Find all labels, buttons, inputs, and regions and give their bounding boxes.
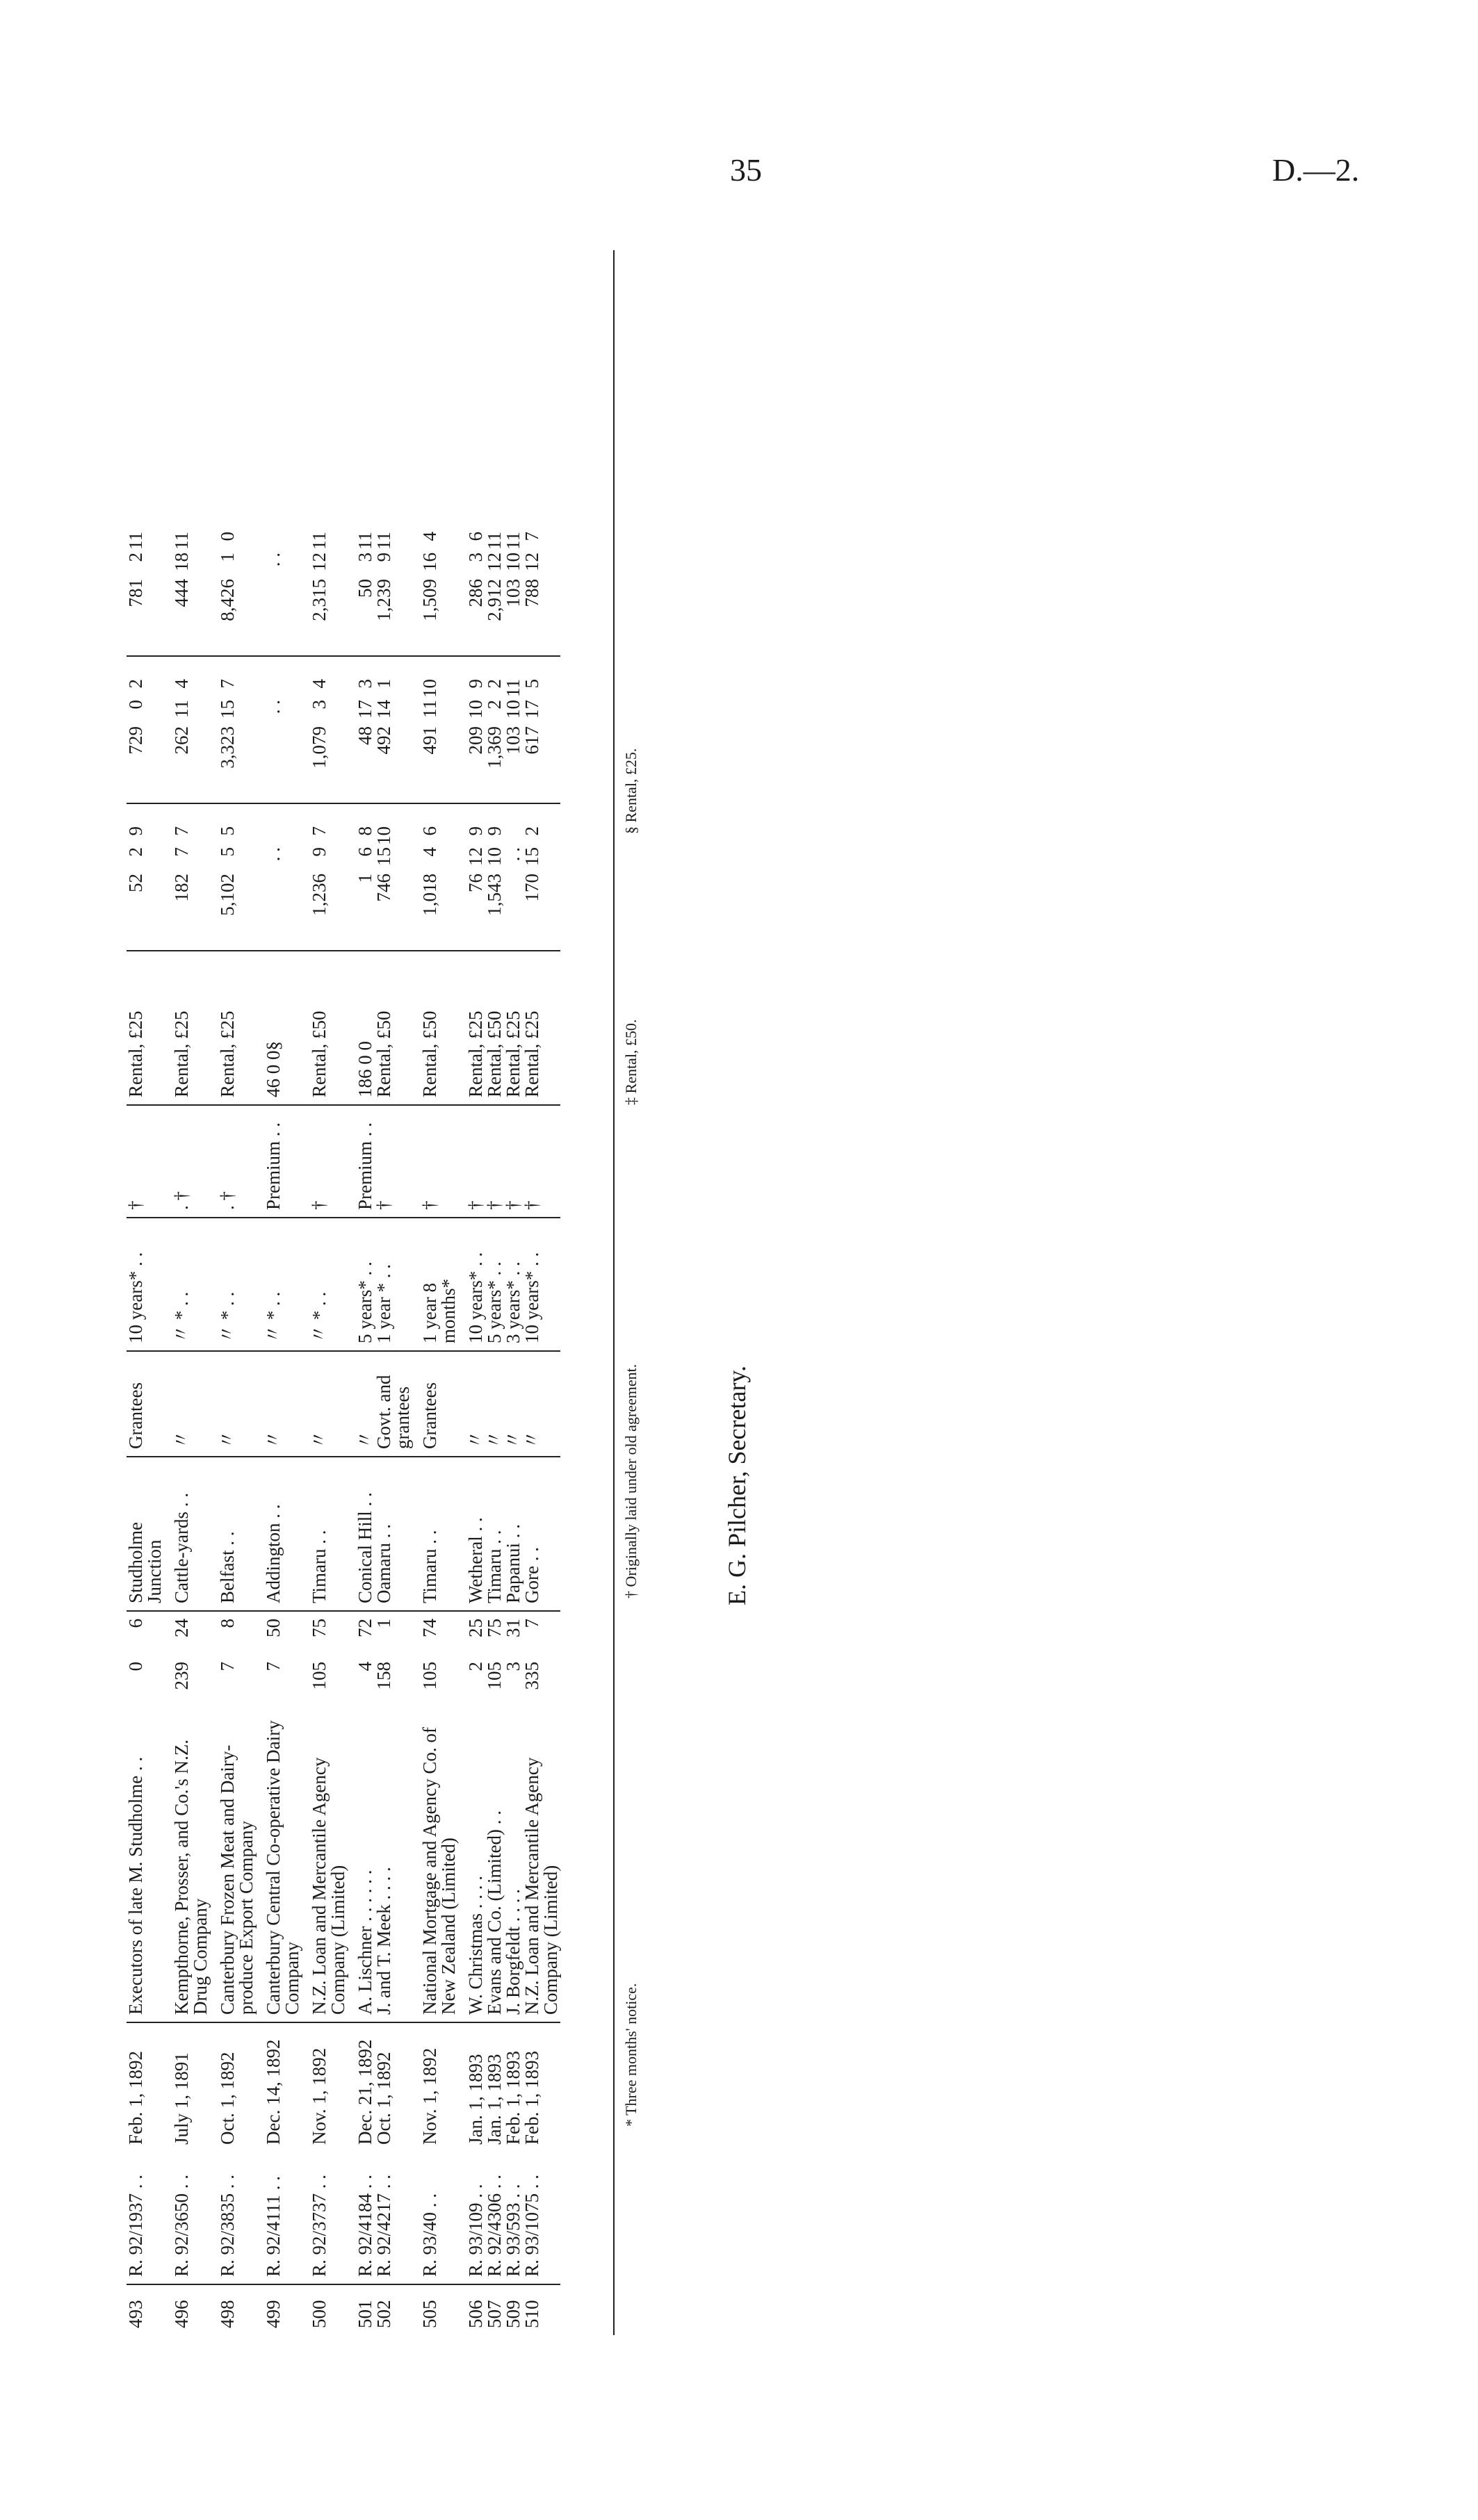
cell-mark: † — [302, 1105, 348, 1218]
amount-l: 170 — [521, 874, 542, 902]
cell-no: 493 — [127, 2284, 164, 2335]
cell-no: 505 — [412, 2284, 458, 2335]
cell-ref: R. 93/40 . . — [419, 2193, 440, 2277]
cell-a: 105 — [309, 1662, 330, 1690]
cell-mark: † — [412, 1105, 458, 1218]
cell-name: Canterbury Frozen Meat and Dairy-produce Export Company — [217, 1744, 257, 2015]
amount-l: 617 — [521, 726, 542, 755]
amount-l: 103 — [503, 726, 523, 755]
cell-name: Kempthorne, Prosser, and Co.'s N.Z. Drug Company — [171, 1740, 211, 2015]
cell-ref: R. 93/593 . . — [503, 2184, 523, 2277]
table-row — [256, 509, 302, 2335]
cell-place: Timaru . . — [302, 1457, 348, 1611]
cell-ref: R. 92/4217 . . — [373, 2174, 394, 2277]
cell-date: Oct. 1, 1892 — [375, 2022, 412, 2152]
table-row — [504, 509, 523, 2335]
cell-by: Govt. and grantees — [375, 1351, 412, 1457]
amount-s: . . — [263, 553, 284, 567]
amount-d: 7 — [171, 826, 192, 836]
cell-date: Feb. 1, 1893 — [523, 2022, 560, 2152]
cell-mark: Premium . . — [348, 1105, 375, 1218]
cell-mark: † — [458, 1105, 485, 1218]
cell-date: Feb. 1, 1892 — [127, 2022, 164, 2152]
cell-c1 — [458, 803, 485, 951]
cell-ref: R. 92/3737 . . — [309, 2174, 330, 2277]
amount-l: 5,102 — [217, 874, 238, 916]
amount-l: 8,426 — [217, 579, 238, 621]
amount-s: 12 — [521, 553, 542, 571]
cell-place: Belfast . . — [210, 1457, 256, 1611]
amount-d: 11 — [125, 532, 146, 550]
amount-s: 2 — [125, 847, 146, 857]
amount-d: 9 — [484, 826, 505, 836]
amount-l: 52 — [125, 874, 146, 892]
cell-no: 496 — [164, 2284, 210, 2335]
cell-c1 — [504, 803, 523, 951]
footnote: * Three months' notice. — [622, 1983, 640, 2127]
cell-no: 502 — [375, 2284, 412, 2335]
amount-s: 9 — [309, 847, 330, 857]
cell-a: 105 — [484, 1662, 505, 1690]
amount-l: 262 — [171, 726, 192, 755]
cell-name: National Mortgage and Agency Co. of New Zealand (Limited) — [419, 1727, 459, 2015]
cell-term: 〃 * . . — [164, 1218, 210, 1351]
amount-d: 11 — [484, 532, 505, 550]
cell-c1 — [485, 803, 504, 951]
cell-date: Nov. 1, 1892 — [302, 2022, 348, 2152]
amount-s: . . — [263, 847, 284, 862]
cell-c2 — [164, 656, 210, 803]
amount-d: 11 — [355, 532, 375, 550]
cell-name: J. and T. Meek . . . . — [373, 1867, 394, 2015]
amount-l: 2,315 — [309, 579, 330, 621]
amount-l: 48 — [355, 726, 375, 745]
cell-place: Gore . . — [523, 1457, 560, 1611]
cell-c3 — [256, 509, 302, 656]
cell-rental: Rental, £25 — [127, 951, 164, 1105]
amount-d: 4 — [171, 679, 192, 689]
amount-d: 11 — [309, 532, 330, 550]
cell-rental: Rental, £50 — [302, 951, 348, 1105]
cell-mark: † — [523, 1105, 560, 1218]
cell-c3 — [504, 509, 523, 656]
table-row — [210, 509, 256, 2335]
amount-d: 2 — [521, 826, 542, 836]
cell-by: Grantees — [412, 1351, 458, 1457]
page-number: 35 — [730, 152, 762, 188]
amount-l: 492 — [373, 726, 394, 755]
amount-s: 3 — [309, 700, 330, 710]
table-row — [485, 509, 504, 2335]
amount-l: 1,079 — [309, 726, 330, 769]
footnote: ‡ Rental, £50. — [622, 1019, 640, 1105]
cell-term: 1 year 8 months* — [412, 1218, 458, 1351]
cell-term: 5 years* . . — [485, 1218, 504, 1351]
cell-term: 10 years* . . — [523, 1218, 560, 1351]
cell-c1 — [523, 803, 560, 951]
cell-c2 — [302, 656, 348, 803]
amount-l: 1,236 — [309, 874, 330, 916]
amount-s: 15 — [373, 847, 394, 866]
cell-no: 498 — [210, 2284, 256, 2335]
ledger-body — [127, 509, 560, 2335]
cell-a: 3 — [503, 1662, 523, 1671]
amount-d: 2 — [125, 679, 146, 689]
amount-d: 5 — [217, 826, 238, 836]
cell-term: 1 year * . . — [375, 1218, 412, 1351]
amount-d: 5 — [521, 679, 542, 689]
amount-s: 16 — [419, 553, 440, 571]
cell-date: Dec. 14, 1892 — [256, 2022, 302, 2152]
amount-s: 18 — [171, 553, 192, 571]
amount-d: 7 — [521, 532, 542, 541]
footnote: † Originally laid under old agreement. — [622, 1364, 640, 1598]
amount-l: 76 — [465, 874, 486, 892]
cell-a: 0 — [125, 1662, 146, 1671]
cell-rental: 46 0 0§ — [256, 951, 302, 1105]
cell-date: Feb. 1, 1893 — [504, 2022, 523, 2152]
cell-a: 239 — [171, 1662, 192, 1690]
cell-r: 1 — [375, 1611, 412, 1655]
amount-s: 3 — [465, 553, 486, 562]
cell-c2 — [256, 656, 302, 803]
amount-s: 3 — [355, 553, 375, 562]
cell-c2 — [375, 656, 412, 803]
cell-a: 2 — [465, 1662, 486, 1671]
cell-c2 — [485, 656, 504, 803]
footnote: § Rental, £25. — [622, 748, 640, 834]
cell-mark: † — [504, 1105, 523, 1218]
amount-l: 444 — [171, 579, 192, 607]
cell-r: 75 — [485, 1611, 504, 1655]
amount-s: 14 — [373, 700, 394, 719]
cell-r: 25 — [458, 1611, 485, 1655]
amount-s: 2 — [484, 700, 505, 710]
cell-c3 — [127, 509, 164, 656]
signature: E. G. Pilcher, Secretary. — [723, 1365, 751, 1605]
cell-term: 5 years* . . — [348, 1218, 375, 1351]
page-reference: D.—2. — [1272, 152, 1360, 188]
amount-d: 9 — [125, 826, 146, 836]
amount-l: 1,509 — [419, 579, 440, 621]
cell-a: 4 — [355, 1662, 375, 1671]
cell-c2 — [127, 656, 164, 803]
cell-name: Executors of late M. Studholme . . — [125, 1756, 146, 2015]
amount-s: 0 — [125, 700, 146, 710]
cell-rental: Rental, £25 — [164, 951, 210, 1105]
amount-s: . . — [503, 847, 523, 862]
amount-l: 1,239 — [373, 579, 394, 621]
cell-c3 — [458, 509, 485, 656]
cell-ref: R. 92/4111 . . — [263, 2175, 284, 2277]
amount-l: 1,369 — [484, 726, 505, 769]
cell-r: 72 — [348, 1611, 375, 1655]
cell-c1 — [348, 803, 375, 951]
amount-d: 9 — [465, 826, 486, 836]
cell-date: Oct. 1, 1892 — [210, 2022, 256, 2152]
cell-c1 — [256, 803, 302, 951]
cell-by: 〃 — [348, 1351, 375, 1457]
cell-rental: Rental, £25 — [458, 951, 485, 1105]
amount-s: 15 — [217, 700, 238, 719]
amount-s: 7 — [171, 847, 192, 857]
cell-c3 — [485, 509, 504, 656]
cell-ref: R. 92/3650 . . — [171, 2174, 192, 2277]
amount-s: 17 — [521, 700, 542, 719]
cell-a: 158 — [373, 1662, 394, 1690]
cell-c1 — [164, 803, 210, 951]
amount-d: 11 — [503, 532, 523, 550]
cell-date: Jan. 1, 1893 — [458, 2022, 485, 2152]
cell-place: Timaru . . — [412, 1457, 458, 1611]
cell-place: Timaru . . — [485, 1457, 504, 1611]
cell-c1 — [412, 803, 458, 951]
table-row — [375, 509, 412, 2335]
cell-mark: . † — [210, 1105, 256, 1218]
amount-l: 781 — [125, 579, 146, 607]
cell-term: 〃 * . . — [256, 1218, 302, 1351]
cell-by: 〃 — [256, 1351, 302, 1457]
cell-mark: † — [375, 1105, 412, 1218]
amount-s: 6 — [355, 847, 375, 857]
cell-ref: R. 92/4184 . . — [355, 2174, 375, 2277]
cell-r: 74 — [412, 1611, 458, 1655]
cell-rental: Rental, £50 — [485, 951, 504, 1105]
cell-mark: . † — [164, 1105, 210, 1218]
cell-name: Evans and Co. (Limited) . . — [484, 1810, 505, 2015]
rotated-content — [125, 250, 751, 2335]
cell-a: 7 — [217, 1662, 238, 1671]
amount-d: 7 — [217, 679, 238, 689]
cell-place: Wetheral . . — [458, 1457, 485, 1611]
cell-a: 335 — [521, 1662, 542, 1690]
cell-r: 7 — [523, 1611, 560, 1655]
cell-by: 〃 — [504, 1351, 523, 1457]
amount-d: 6 — [419, 826, 440, 836]
cell-name: A. Lischner . . . . . . — [355, 1869, 375, 2015]
amount-s: 12 — [484, 553, 505, 571]
cell-rental: Rental, £50 — [412, 951, 458, 1105]
cell-r: 31 — [504, 1611, 523, 1655]
cell-r: 6 — [127, 1611, 164, 1655]
amount-l: 788 — [521, 579, 542, 607]
cell-c3 — [164, 509, 210, 656]
cell-name: W. Christmas . . . . — [465, 1875, 486, 2015]
amount-s: 2 — [125, 553, 146, 562]
cell-r: 50 — [256, 1611, 302, 1655]
cell-c1 — [127, 803, 164, 951]
cell-rental: Rental, £50 — [375, 951, 412, 1105]
amount-d: 11 — [171, 532, 192, 550]
cell-date: Nov. 1, 1892 — [412, 2022, 458, 2152]
cell-no: 509 — [504, 2284, 523, 2335]
cell-r: 75 — [302, 1611, 348, 1655]
cell-term: 〃 * . . — [210, 1218, 256, 1351]
cell-date: Dec. 21, 1892 — [348, 2022, 375, 2152]
table-row — [164, 509, 210, 2335]
cell-place: Addington . . — [256, 1457, 302, 1611]
amount-l: 182 — [171, 874, 192, 902]
cell-no: 501 — [348, 2284, 375, 2335]
amount-d: 7 — [309, 826, 330, 836]
cell-no: 507 — [485, 2284, 504, 2335]
cell-c1 — [375, 803, 412, 951]
cell-no: 510 — [523, 2284, 560, 2335]
amount-d: 11 — [503, 679, 523, 697]
cell-name: N.Z. Loan and Mercantile Agency Company (Limited) — [309, 1757, 348, 2015]
amount-d: 1 — [373, 679, 394, 689]
cell-name: J. Borgfeldt . . . . — [503, 1889, 523, 2015]
cell-mark: † — [485, 1105, 504, 1218]
cell-c3 — [210, 509, 256, 656]
amount-l: 50 — [355, 579, 375, 598]
amount-l: 2,912 — [484, 579, 505, 621]
cell-by: 〃 — [302, 1351, 348, 1457]
cell-mark: Premium . . — [256, 1105, 302, 1218]
cell-by: 〃 — [485, 1351, 504, 1457]
amount-s: 9 — [373, 553, 394, 562]
amount-s: 1 — [217, 553, 238, 562]
amount-l: 103 — [503, 579, 523, 607]
amount-l: 729 — [125, 726, 146, 755]
amount-s: 4 — [419, 847, 440, 857]
amount-d: 4 — [309, 679, 330, 689]
amount-l: 286 — [465, 579, 486, 607]
cell-place: Oamaru . . — [375, 1457, 412, 1611]
table-row — [412, 509, 458, 2335]
amount-l: 1,018 — [419, 874, 440, 916]
cell-c2 — [348, 656, 375, 803]
cell-mark: † — [127, 1105, 164, 1218]
cell-date: July 1, 1891 — [164, 2022, 210, 2152]
table-row — [348, 509, 375, 2335]
amount-d: 11 — [373, 532, 394, 550]
cell-c3 — [302, 509, 348, 656]
cell-c2 — [523, 656, 560, 803]
cell-term: 3 years* . . — [504, 1218, 523, 1351]
amount-s: 10 — [503, 553, 523, 571]
amount-d: 3 — [355, 679, 375, 689]
cell-by: 〃 — [523, 1351, 560, 1457]
cell-by: 〃 — [164, 1351, 210, 1457]
cell-no: 499 — [256, 2284, 302, 2335]
cell-c3 — [412, 509, 458, 656]
cell-term: 10 years* . . — [127, 1218, 164, 1351]
cell-ref: R. 92/3835 . . — [217, 2174, 238, 2277]
amount-l: 209 — [465, 726, 486, 755]
amount-d: 10 — [419, 679, 440, 698]
amount-s: 11 — [171, 700, 192, 718]
amount-d: 4 — [419, 532, 440, 541]
amount-l: 491 — [419, 726, 440, 755]
cell-rental: Rental, £25 — [210, 951, 256, 1105]
cell-name: Canterbury Central Co-operative Dairy Company — [263, 1720, 302, 2015]
amount-s: . . — [263, 700, 284, 714]
amount-s: 15 — [521, 847, 542, 866]
cell-rental: Rental, £25 — [523, 951, 560, 1105]
cell-no: 506 — [458, 2284, 485, 2335]
table-row — [523, 509, 560, 2335]
amount-s: 10 — [503, 700, 523, 719]
cell-c2 — [504, 656, 523, 803]
amount-s: 12 — [309, 553, 330, 571]
cell-term: 10 years* . . — [458, 1218, 485, 1351]
cell-place: Papanui . . — [504, 1457, 523, 1611]
cell-c1 — [210, 803, 256, 951]
cell-date: Jan. 1, 1893 — [485, 2022, 504, 2152]
cell-ref: R. 93/1075 . . — [521, 2174, 542, 2277]
amount-d: 6 — [465, 532, 486, 541]
cell-term: 〃 * . . — [302, 1218, 348, 1351]
amount-s: 5 — [217, 847, 238, 857]
table-row — [458, 509, 485, 2335]
amount-s: 10 — [484, 847, 505, 866]
cell-c3 — [348, 509, 375, 656]
cell-by: 〃 — [458, 1351, 485, 1457]
cell-by: 〃 — [210, 1351, 256, 1457]
cell-r: 8 — [210, 1611, 256, 1655]
cell-place: Cattle-yards . . — [164, 1457, 210, 1611]
cell-ref: R. 92/4306 . . — [484, 2174, 505, 2277]
cell-rental: 186 0 0 — [348, 951, 375, 1105]
amount-d: 0 — [217, 532, 238, 541]
amount-l: 3,323 — [217, 726, 238, 769]
cell-place: Studholme Junction — [127, 1457, 164, 1611]
cell-c2 — [458, 656, 485, 803]
amount-d: 10 — [373, 826, 394, 845]
cell-c1 — [302, 803, 348, 951]
amount-l: 1,543 — [484, 874, 505, 916]
amount-l: 746 — [373, 874, 394, 902]
cell-name: N.Z. Loan and Mercantile Agency Company (Limited) — [521, 1757, 561, 2015]
cell-ref: R. 92/1937 . . — [125, 2174, 146, 2277]
cell-c2 — [210, 656, 256, 803]
cell-a: 105 — [419, 1662, 440, 1690]
amount-s: 11 — [419, 700, 440, 718]
sidings-ledger-table — [127, 509, 560, 2335]
cell-r: 24 — [164, 1611, 210, 1655]
amount-d: 9 — [465, 679, 486, 689]
cell-ref: R. 93/109 . . — [465, 2184, 486, 2277]
amount-d: 2 — [484, 679, 505, 689]
cell-c2 — [412, 656, 458, 803]
cell-rental: Rental, £25 — [504, 951, 523, 1105]
cell-a: 7 — [263, 1662, 284, 1671]
table-bottom-rule — [613, 250, 615, 2335]
amount-d: 8 — [355, 826, 375, 836]
amount-s: 17 — [355, 700, 375, 719]
amount-s: 12 — [465, 847, 486, 866]
cell-no: 500 — [302, 2284, 348, 2335]
table-row — [127, 509, 164, 2335]
table-row — [302, 509, 348, 2335]
cell-by: Grantees — [127, 1351, 164, 1457]
cell-c3 — [375, 509, 412, 656]
cell-place: Conical Hill . . — [348, 1457, 375, 1611]
cell-c3 — [523, 509, 560, 656]
amount-l: 1 — [355, 874, 375, 883]
amount-s: 10 — [465, 700, 486, 719]
